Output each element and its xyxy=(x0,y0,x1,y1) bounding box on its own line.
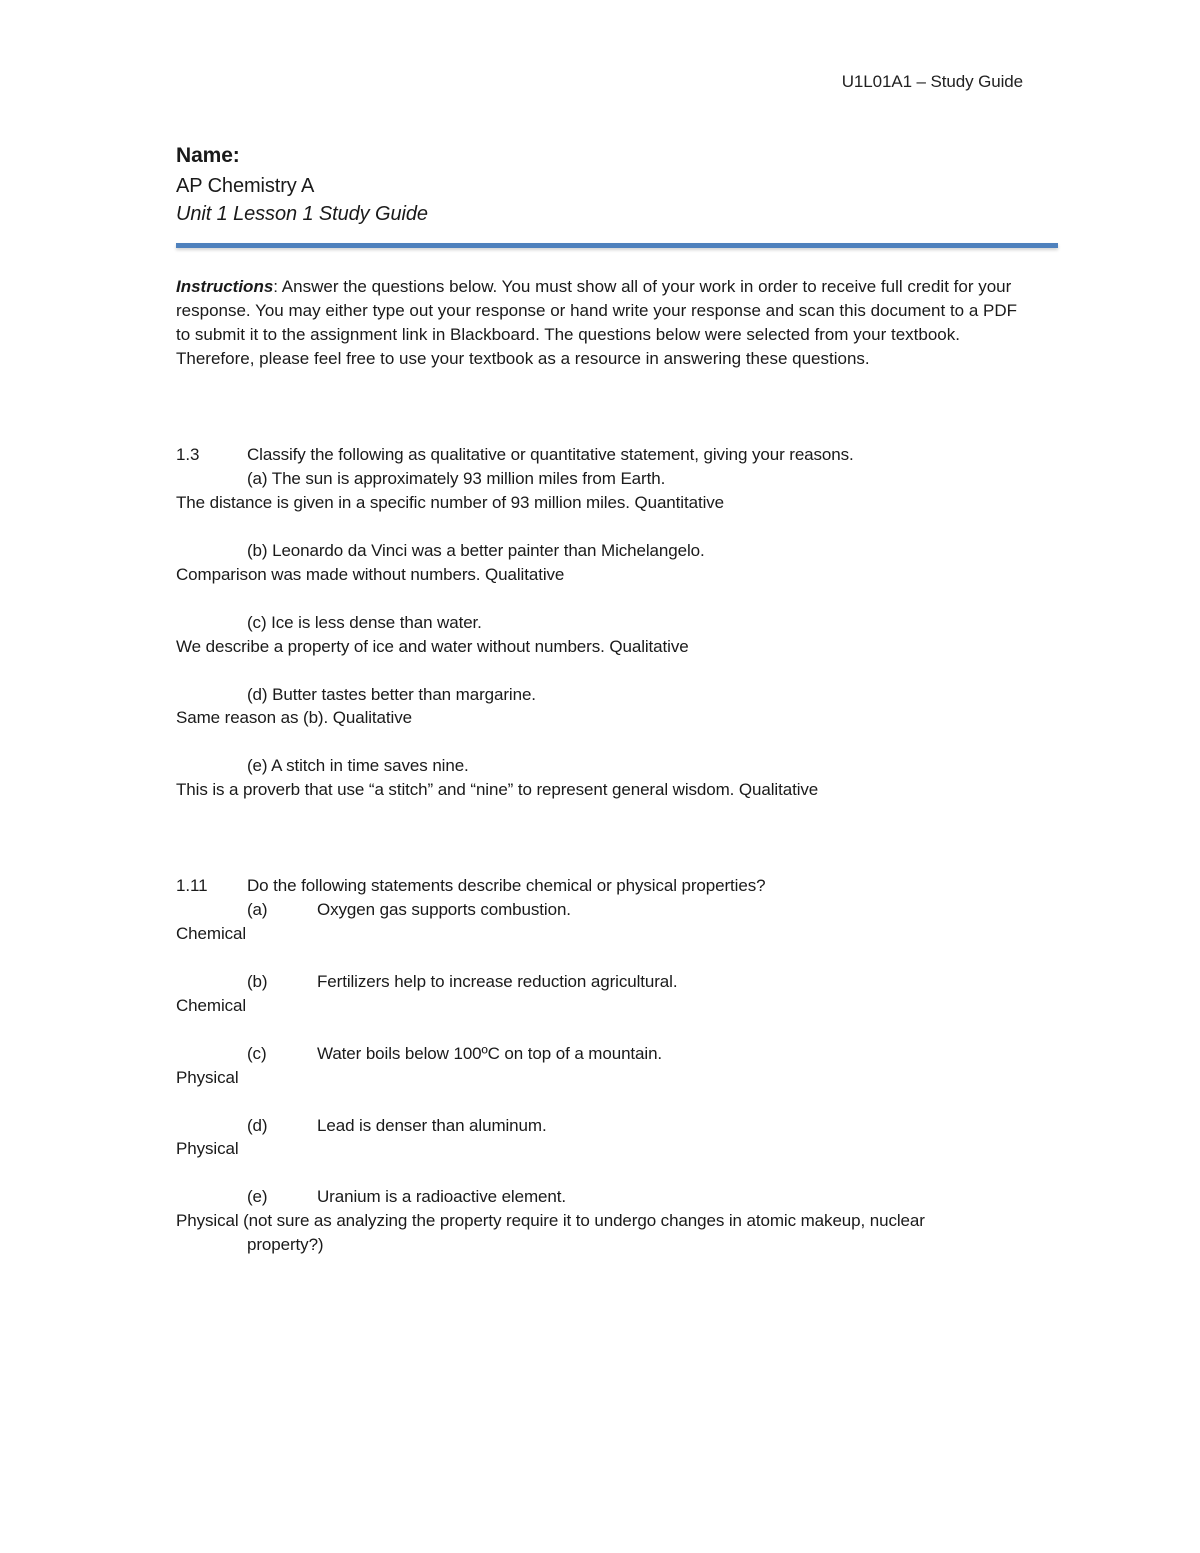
title-divider xyxy=(176,243,1058,248)
option-statement-e: Uranium is a radioactive element. xyxy=(317,1187,566,1206)
statement-c: (c) Ice is less dense than water. xyxy=(247,613,482,632)
answer-c: We describe a property of ice and water without numbers. Qualitative xyxy=(176,637,689,656)
instructions-paragraph xyxy=(176,275,1026,371)
option-answer-b: Chemical xyxy=(176,996,247,1015)
question-prompt: Do the following statements describe chemical or physical properties? xyxy=(247,876,766,895)
answer-b: Comparison was made without numbers. Qualitative xyxy=(176,565,565,584)
page-header-code: U1L01A1 – Study Guide xyxy=(841,72,1023,91)
option-statement-b: Fertilizers help to increase reduction agricultural. xyxy=(317,972,678,991)
question-prompt: Classify the following as qualitative or quantitative statement, giving your reasons. xyxy=(247,445,854,464)
instructions-text: : Answer the questions below. You must show all of your work in order to receive full credit for your response. You may either type out your response or hand write your response and scan this document to a PDF to submit it to the assignment link in Blackboard. The questions below were selected from your textbook. Therefore, please feel free to use your textbook as a resource in answering these questions. xyxy=(176,277,1018,368)
answer-a: The distance is given in a specific number of 93 million miles. Quantitative xyxy=(176,493,724,512)
name-label: Name: xyxy=(176,144,240,167)
statement-d: (d) Butter tastes better than margarine. xyxy=(247,685,536,704)
answer-e: This is a proverb that use “a stitch” and “nine” to represent general wisdom. Qualitative xyxy=(176,780,819,799)
option-letter-e: (e) xyxy=(247,1187,268,1206)
option-answer-e: Physical (not sure as analyzing the property require it to undergo changes in atomic makeup, nuclear xyxy=(176,1211,925,1230)
option-statement-a: Oxygen gas supports combustion. xyxy=(317,900,571,919)
option-answer-c: Physical xyxy=(176,1068,239,1087)
question-number: 1.11 xyxy=(176,876,208,895)
question-number: 1.3 xyxy=(176,445,200,464)
page-subtitle: Unit 1 Lesson 1 Study Guide xyxy=(176,203,428,225)
option-letter-b: (b) xyxy=(247,972,268,991)
option-letter-a: (a) xyxy=(247,900,268,919)
option-statement-c: Water boils below 100ºC on top of a mountain. xyxy=(317,1044,663,1063)
instructions-label: Instructions xyxy=(176,277,274,296)
course-title: AP Chemistry A xyxy=(176,175,315,197)
statement-e: (e) A stitch in time saves nine. xyxy=(247,756,469,775)
option-answer-a: Chemical xyxy=(176,924,247,943)
option-letter-c: (c) xyxy=(247,1044,267,1063)
option-statement-d: Lead is denser than aluminum. xyxy=(317,1116,547,1135)
option-answer-e-continued: property?) xyxy=(247,1235,324,1254)
option-letter-d: (d) xyxy=(247,1116,268,1135)
statement-b: (b) Leonardo da Vinci was a better painter than Michelangelo. xyxy=(247,541,705,560)
option-answer-d: Physical xyxy=(176,1139,239,1158)
answer-d: Same reason as (b). Qualitative xyxy=(176,708,412,727)
statement-a: (a) The sun is approximately 93 million miles from Earth. xyxy=(247,469,666,488)
